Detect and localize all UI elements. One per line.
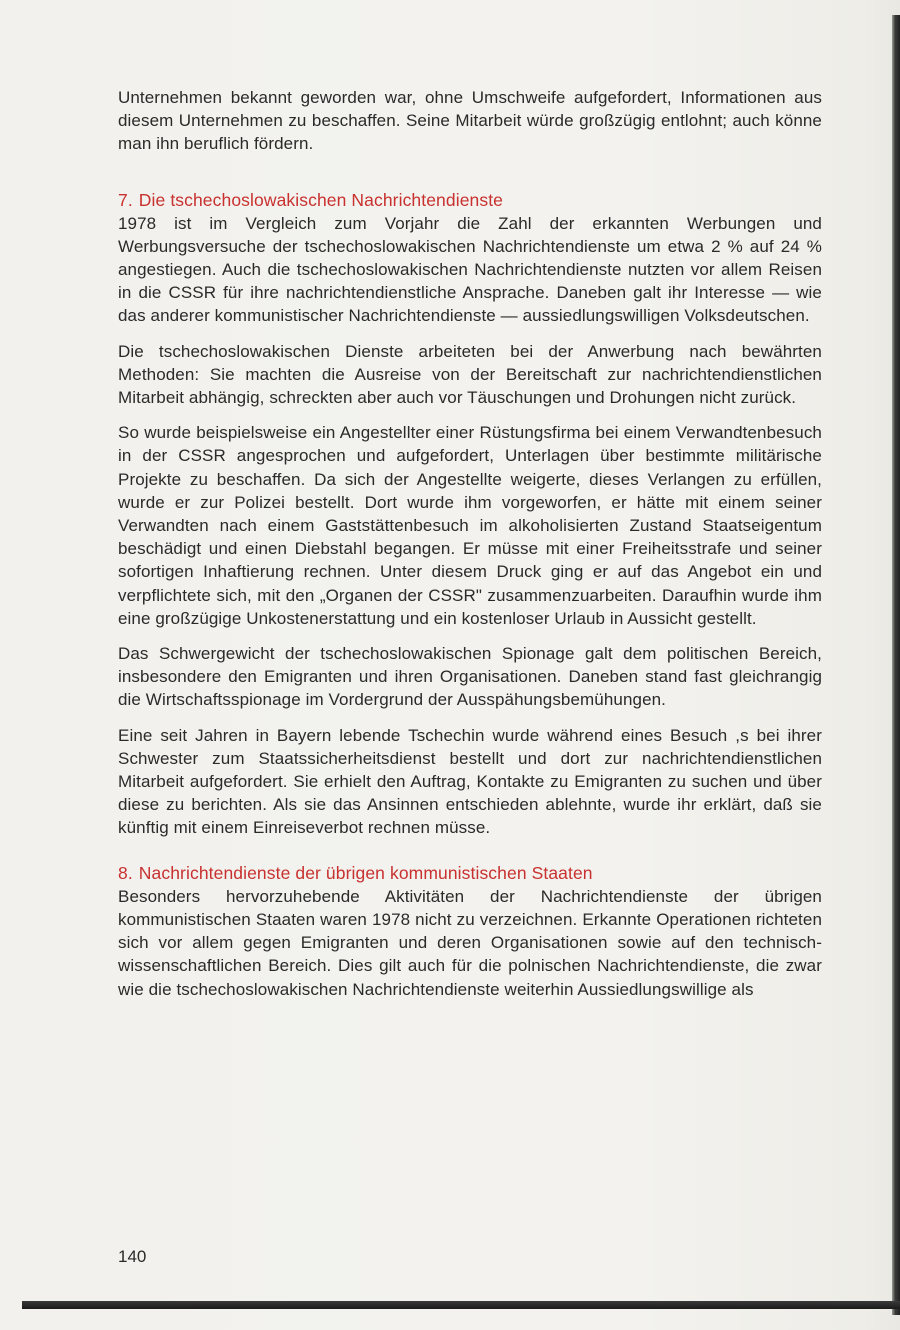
section-8-title: Nachrichtendienste der übrigen kommunistischen Staaten [138,862,593,883]
section-spacer [118,852,822,862]
page-number: 140 [118,1247,147,1266]
section-8-paragraph-1: Besonders hervorzuhebende Aktivitäten der Nachrichtendienste der übrigen kommunistischen Staaten waren 1978 nicht zu verzeichnen. Erkannte Operationen richteten sich vor allem gegen Emigranten und deren Organisationen sowie auf den technisch-wissenschaftlichen Bereich. Dies gilt auch für die polnischen Nachrichtendienste, die zwar wie die tschechoslowakischen Nachrichtendienste weiterhin Aussiedlungswillige als [118,886,822,999]
section-spacer [118,168,822,189]
scan-edge-bottom [22,1301,900,1309]
section-7-paragraph-4: Das Schwergewicht der tschechoslowakischen Spionage galt dem politischen Bereich, insbesondere den Emigranten und ihren Organisationen. Daneben stand fast gleichrangig die Wirtschaftsspionage im Vordergrund der Ausspähungsbemühungen. [118,644,822,710]
section-7-number: 7. [118,189,133,210]
section-7-title: Die tschechoslowakischen Nachrichtendienste [138,189,504,210]
section-7-paragraph-5: Eine seit Jahren in Bayern lebende Tschechin wurde während eines Besuch ,s bei ihrer Schwester zum Staatssicherheitsdienst bestellt und dort zur nachrichtendienstlichen Mitarbeit aufgefordert. Sie erhielt den Auftrag, Kontakte zu Emigranten zu suchen und über diese zu berichten. Als sie das Ansinnen entschieden ablehnte, wurde ihr erklärt, daß sie künftig mit einem Einreiseverbot rechnen müsse. [118,725,822,838]
section-7-paragraph-2: Die tschechoslowakischen Dienste arbeiteten bei der Anwerbung nach bewährten Methoden: Sie machten die Ausreise von der Bereitschaft zur nachrichtendienstlichen Mitarbeit abhängig, schreckten aber auch vor Täuschungen und Drohungen nicht zurück. [118,341,822,408]
section-7-paragraph-3: So wurde beispielsweise ein Angestellter einer Rüstungsfirma bei einem Verwandtenbesuch in der CSSR angesprochen und aufgefordert, Unterlagen über bestimmte militärische Projekte zu beschaffen. Da sich der Angestellte weigerte, dieses Verlangen zu erfüllen, wurde er zur Polizei bestellt. Dort wurde ihm vorgeworfen, er hätte mit einem seiner Verwandten nach einem Gaststättenbesuch im alkoholisierten Zustand Staatseigentum beschädigt und einen Diebstahl begangen. Er müsse mit einer Freiheitsstrafe und seiner sofortigen Inhaftierung rechnen. Unter diesem Druck ging er auf das Angebot ein und verpflichtete sich, mit den „Organen der CSSR" zusammenzuarbeiten. Daraufhin wurde ihm eine großzügige Unkostenerstattung und ein kostenloser Urlaub in Aussicht gestellt. [118,423,822,628]
scan-edge-right [892,15,900,1315]
section-7-paragraph-1: 1978 ist im Vergleich zum Vorjahr die Zahl der erkannten Werbungen und Werbungsversuche der tschechoslowakischen Nachrichtendienste um etwa 2 % auf 24 % angestiegen. Auch die tschechoslowakischen Nachrichtendienste nutzten vor allem Reisen in die CSSR für ihre nachrichtendienstliche Ansprache. Daneben galt ihr Interesse — wie das anderer kommunistischer Nachrichtendienste — aussiedlungswilligen Volksdeutschen. [118,213,822,326]
paragraph-intro: Unternehmen bekannt geworden war, ohne Umschweife aufgefordert, Informationen aus diesem Unternehmen zu beschaffen. Seine Mitarbeit würde großzügig entlohnt; auch könne man ihn beruflich fördern. [118,88,822,154]
section-8-number: 8. [118,862,133,883]
page-text-block [118,86,822,1013]
section-8-heading [118,862,822,885]
section-7-heading [118,189,822,212]
